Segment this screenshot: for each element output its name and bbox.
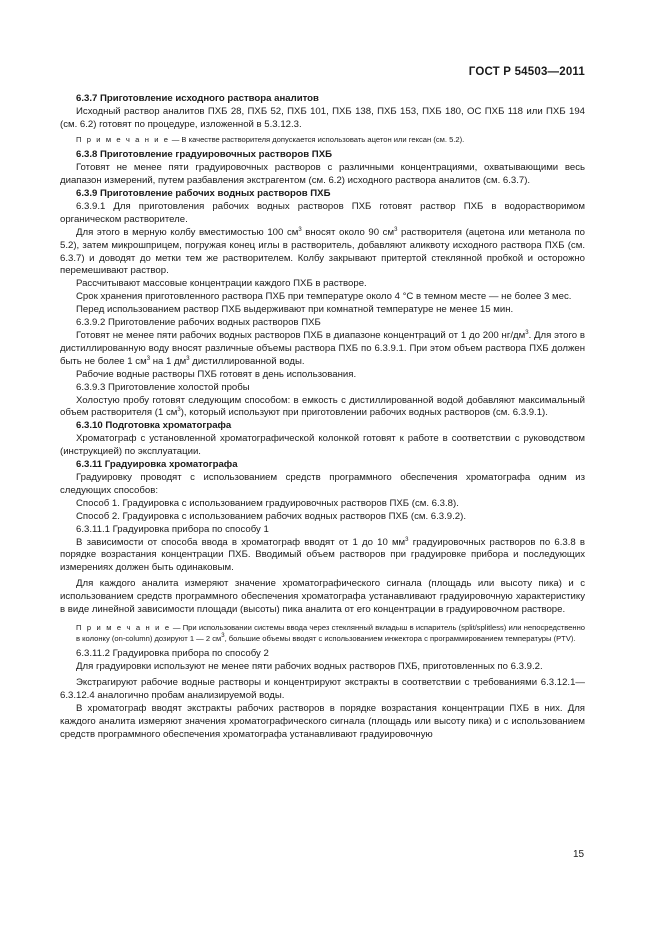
superscript: 3 [525,330,529,336]
superscript: 3 [298,226,302,233]
text: градуировочных растворов по 6.3.8 в порядке возрастания концентрации ПХБ. Вводимый объем растворов при градуировке прибора и последующих измерениях должен быть одинаковым. [60,536,585,574]
paragraph: Хроматограф с установленной хроматографической колонкой готовят к работе в соответствии с руководством (инструкцией) по эксплуатации. [60,433,585,458]
section-heading-6-3-7: 6.3.7 Приготовление исходного раствора аналитов [76,93,319,104]
text: В зависимости от способа ввода в хроматограф вводят от 1 до 10 мм [76,536,406,548]
note-text: — В качестве растворителя допускается использовать ацетон или гексан (см. 5.2). [169,134,465,144]
text: . Для этого в дистиллированную воду вносят различные объемы раствора ПХБ по 6.3.9.1. При этом объем раствора ПХБ должен быть не более 1 см [60,330,585,367]
note-label: П р и м е ч а н и е [76,134,170,144]
text: дистиллированной воды. [189,355,305,367]
note [60,623,585,644]
paragraph [60,537,585,576]
paragraph: Экстрагируют рабочие водные растворы и концентрируют экстракты в соответствии с требованиями 6.3.12.1—6.3.12.4 аналогично пробам анализируемой воды. [60,676,585,701]
paragraph: Способ 2. Градуировка с использованием рабочих водных растворов ПХБ (см. 6.3.9.2). [76,510,466,522]
note-text: , большие объемы вводят с использованием инжектора с программированием температуры (PTV). [224,633,576,643]
paragraph: 6.3.9.1 Для приготовления рабочих водных растворов ПХБ готовят раствор ПХБ в водорастворимом органическом растворителе. [60,200,585,225]
text: Холостую пробу готовят следующим способом: в емкость с дистиллированной водой добавляют максимальный объем растворителя (1 см [60,394,585,419]
section-heading-6-3-9: 6.3.9 Приготовление рабочих водных растворов ПХБ [76,188,331,200]
text: Готовят не менее пяти рабочих водных растворов ПХБ в диапазоне концентраций от 1 до 200 нг/дм [76,330,526,341]
superscript: 3 [405,536,409,543]
document-header: ГОСТ Р 54503—2011 [468,66,585,78]
text: на 1 дм [150,355,187,367]
note-text: — При использовании системы ввода через стеклянный вкладыш в испаритель (split/splitless) или непосредственно в колонку (on-column) дозируют 1 — 2 см [76,622,586,643]
paragraph [60,227,585,279]
text: растворителя (ацетона или метанола по 5.2), затем микрошприцем, погружая конец иглы в растворитель, добавляют аликвоту исходного раствора ПХБ (см. 6.3.7) и доводят до метки тем же растворителем. Колбу закрывают притертой стеклянной пробкой и осторожно перемешивают раствор. [60,226,585,277]
page-number: 15 [573,849,585,860]
note-label: П р и м е ч а н и е [76,622,171,632]
paragraph: Рабочие водные растворы ПХБ готовят в день использования. [76,368,357,380]
section-heading-6-3-10: 6.3.10 Подготовка хроматографа [76,420,232,432]
page-body [60,93,585,741]
superscript: 3 [177,407,181,414]
paragraph [60,330,585,369]
text: вносят около 90 см [301,226,395,238]
paragraph: 6.3.11.1 Градуировка прибора по способу 1 [76,523,269,535]
text: Для этого в мерную колбу вместимостью 100 см [76,226,299,238]
section-heading-6-3-11: 6.3.11 Градуировка хроматографа [76,459,238,471]
superscript: 3 [221,632,225,639]
paragraph: Перед использованием раствор ПХБ выдерживают при комнатной температуре не менее 15 мин. [76,304,514,316]
paragraph: 6.3.9.3 Приготовление холостой пробы [76,381,250,393]
paragraph: Готовят не менее пяти градуировочных растворов с различными концентрациями, охватывающими весь диапазон измерений, путем разбавления экстрагентом (см. 6.2) исходного раствора аналитов (см. 6.3.7). [60,162,585,187]
note [60,135,585,146]
paragraph: Способ 1. Градуировка с использованием градуировочных растворов ПХБ (см. 6.3.8). [76,497,459,509]
paragraph: В хроматограф вводят экстракты рабочих растворов в порядке возрастания концентрации ПХБ в них. Для каждого аналита измеряют значения хроматографического сигнала (площадь или высоту пика) и с использованием средств программного обеспечения хроматографа устанавливают градуировочную [60,702,585,740]
superscript: 3 [186,355,190,362]
paragraph: 6.3.9.2 Приготовление рабочих водных растворов ПХБ [76,317,321,329]
paragraph: Исходный раствор аналитов ПХБ 28, ПХБ 52, ПХБ 101, ПХБ 138, ПХБ 153, ПХБ 180, ОС ПХБ 118 или ПХБ 194 (см. 6.2) готовят по процедуре, изложенной в 5.3.12.3. [60,105,585,130]
paragraph: Срок хранения приготовленного раствора ПХБ при температуре около 4 °С в темном месте — не более 3 мес. [76,291,572,303]
text: ), который используют при приготовлении рабочих водных растворов (см. 6.3.9.1). [180,407,548,419]
section-heading-6-3-8: 6.3.8 Приготовление градуировочных растворов ПХБ [76,149,332,161]
paragraph: Градуировку проводят с использованием средств программного обеспечения хроматографа одним из следующих способов: [60,471,585,496]
paragraph: Для градуировки используют не менее пяти рабочих водных растворов ПХБ, приготовленных по 6.3.9.2. [76,661,543,673]
paragraph: Для каждого аналита измеряют значение хроматографического сигнала (площадь или высоту пика) и с использованием средств программного обеспечения хроматографа устанавливают градуировочную характеристику в виде линейной зависимости площади (высоты) пика аналита от его концентрации в градуировочном растворе. [60,578,585,616]
paragraph: 6.3.11.2 Градуировка прибора по способу 2 [76,648,269,660]
superscript: 3 [146,355,151,362]
superscript: 3 [394,226,398,233]
paragraph [60,395,585,421]
paragraph: Рассчитывают массовые концентрации каждого ПХБ в растворе. [76,278,367,290]
